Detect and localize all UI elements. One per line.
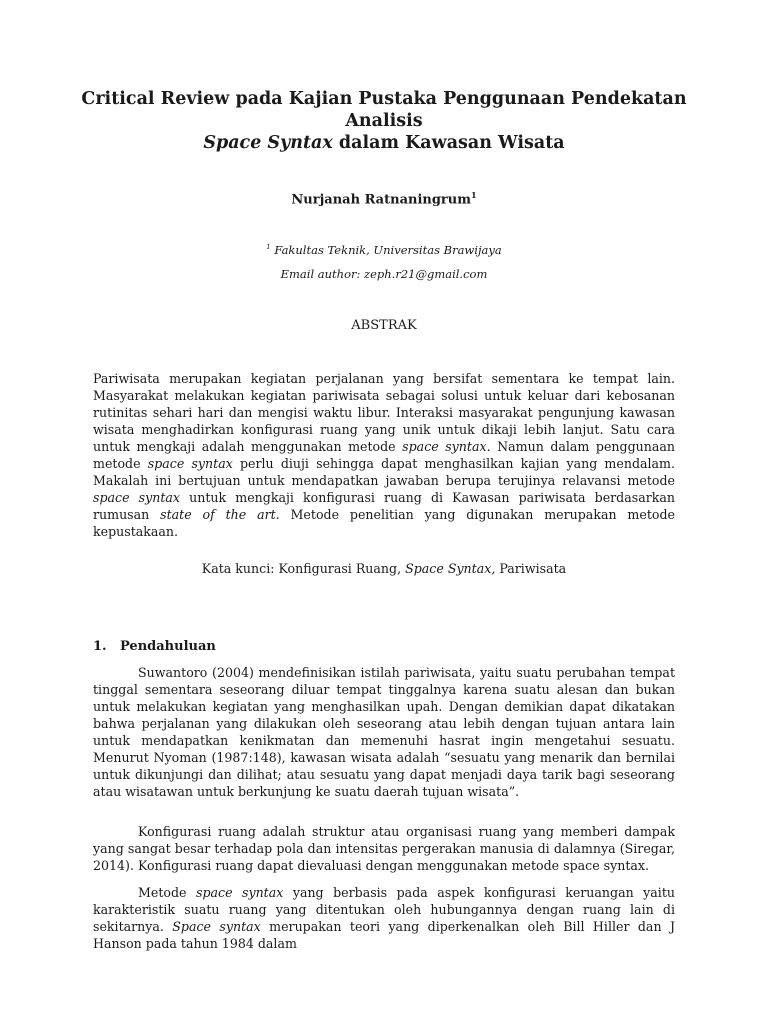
abstract-text-run: perlu diuji sehingga dapat menghasilkan kajian yang mendalam. Makalah ini bertujuan untuk mendapatkan jawaban berupa terujinya relavansi metode xyxy=(93,456,675,488)
section-title: Pendahuluan xyxy=(120,639,216,654)
author-name-text: Nurjanah Ratnaningrum xyxy=(291,192,471,208)
keywords-text-run: Kata kunci: Konfigurasi Ruang, xyxy=(201,561,406,576)
abstract-italic-run: state of the art. xyxy=(160,507,280,522)
abstract-italic-run: space syntax. xyxy=(402,439,491,454)
body-paragraph-3 xyxy=(93,884,675,952)
author-affiliation-marker: 1 xyxy=(470,190,477,200)
author-name xyxy=(60,190,708,207)
keywords-italic-run: Space Syntax, xyxy=(405,561,496,576)
abstract-italic-run: space syntax xyxy=(147,456,233,471)
paragraph-text-run: Metode xyxy=(138,885,196,900)
abstract-text-run: Metode penelitian yang digunakan merupakan metode kepustakaan. xyxy=(93,507,675,539)
abstract-text xyxy=(93,370,675,540)
abstract-italic-run: space syntax xyxy=(93,490,181,505)
title-italic-term: Space Syntax xyxy=(203,133,333,153)
body-paragraph-2: Konfigurasi ruang adalah struktur atau organisasi ruang yang memberi dampak yang sangat besar terhadap pola dan intensitas pergerakan manusia di dalamnya (Siregar, 2014). Konfigurasi ruang dapat dievaluasi dengan menggunakan metode space syntax. xyxy=(93,824,675,873)
abstract-text-run: untuk mengkaji konfigurasi ruang di Kawasan pariwisata berdasarkan rumusan xyxy=(93,490,675,522)
title-line-2 xyxy=(60,132,708,154)
title-line-2-rest: dalam Kawasan Wisata xyxy=(332,133,565,153)
paragraph-italic-run: space syntax xyxy=(195,885,284,900)
section-number: 1. xyxy=(93,639,107,654)
paragraph-text-run: merupakan teori yang diperkenalkan oleh Bill Hiller dan J Hanson pada tahun 1984 dalam xyxy=(93,919,675,951)
keywords-text-run: Pariwisata xyxy=(495,561,567,576)
body-paragraph-1: Suwantoro (2004) mendefinisikan istilah pariwisata, yaitu suatu perubahan tempat tinggal sementara seseorang diluar tempat tinggalnya karena suatu alesan dan bukan untuk melakukan kegiatan yang menghasilkan upah. Dengan demikian dapat dikatakan bahwa perjalanan yang dilakukan oleh seseorang atau lebih dengan tujuan antara lain untuk mendapatkan kenikmatan dan memenuhi hasrat ingin mengetahui sesuatu. Menurut Nyoman (1987:148), kawasan wisata adalah “sesuatu yang menarik dan bernilai untuk dikunjungi dan dilihat; atau sesuatu yang dapat menjadi daya tarik bagi seseorang atau wisatawan untuk berkunjung ke suatu daerah tujuan wisata”. xyxy=(93,665,675,799)
affiliation xyxy=(60,243,708,257)
abstract-heading: ABSTRAK xyxy=(351,318,417,333)
author-email: Email author: zeph.r21@gmail.com xyxy=(280,267,488,281)
keywords xyxy=(60,561,708,576)
paragraph-text-run: yang berbasis pada aspek konfigurasi keruangan yaitu karakteristik suatu ruang yang ditentukan oleh hubungannya dengan ruang lain di sekitarnya. xyxy=(93,885,676,934)
abstract-text-run: Namun dalam penggunaan metode xyxy=(93,439,675,471)
paragraph-italic-run: Space syntax xyxy=(172,919,261,934)
title-line-1: Critical Review pada Kajian Pustaka Penggunaan Pendekatan Analisis xyxy=(81,89,687,131)
affiliation-marker: 1 xyxy=(266,243,271,252)
abstract-text-run: Pariwisata merupakan kegiatan perjalanan yang bersifat sementara ke tempat lain. Masyarakat melakukan kegiatan pariwisata sebagai solusi untuk keluar dari kebosanan rutinitas sehari hari dan mengisi waktu libur. Interaksi masyarakat pengunjung kawasan wisata menghadirkan konfigurasi ruang yang unik untuk dikaji lebih lanjut. Satu cara untuk mengkaji adalah menggunakan metode xyxy=(93,371,675,454)
paper-title xyxy=(60,88,708,154)
section-heading xyxy=(93,639,216,654)
affiliation-text: Fakultas Teknik, Universitas Brawijaya xyxy=(270,243,502,257)
